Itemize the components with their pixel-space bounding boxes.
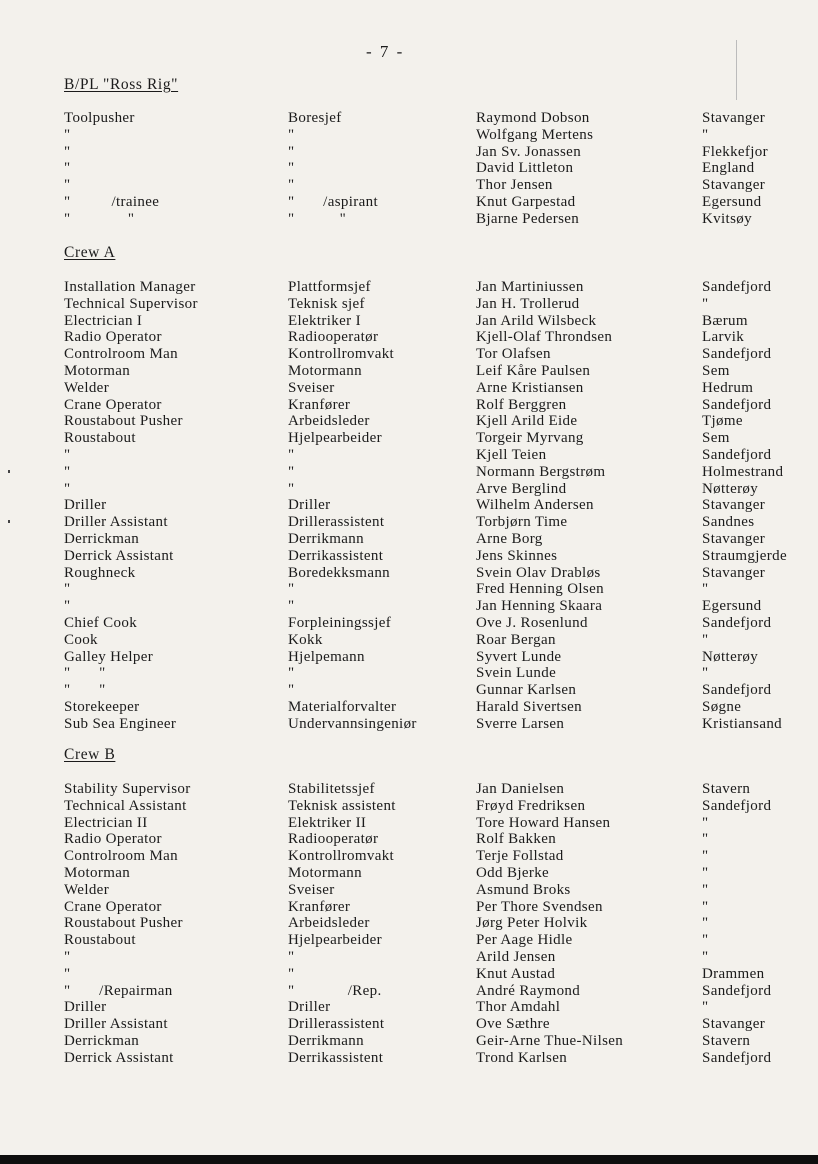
role-english: Derrick Assistant	[64, 547, 174, 564]
role-english: Motorman	[64, 864, 131, 881]
crew-a-section	[0, 279, 818, 733]
hometown: Sandefjord	[702, 797, 772, 814]
crew-row	[0, 699, 818, 716]
hometown: "	[702, 581, 709, 598]
role-english: Controlroom Man	[64, 346, 178, 363]
role-english: Roustabout	[64, 430, 136, 447]
role-norwegian: Radiooperatør	[288, 831, 379, 848]
crew-row	[0, 615, 818, 632]
person-name: Raymond Dobson	[476, 110, 590, 126]
hometown: Kvitsøy	[702, 210, 752, 227]
role-norwegian: Boredekksmann	[288, 564, 391, 581]
crew-row	[0, 430, 818, 447]
crew-b-section	[0, 781, 818, 1067]
hometown: Sem	[702, 430, 730, 447]
role-english: "	[64, 160, 71, 177]
person-name: Syvert Lunde	[476, 648, 562, 665]
role-english: Welder	[64, 379, 110, 396]
role-english: Derrickman	[64, 530, 140, 547]
role-english: Controlroom Man	[64, 848, 178, 865]
role-english: " "	[64, 210, 135, 227]
binding-mark	[8, 520, 10, 523]
hometown: Larvik	[702, 329, 745, 346]
role-english: Radio Operator	[64, 831, 162, 848]
crew-row	[0, 481, 818, 498]
crew-row	[0, 865, 818, 882]
crew-row	[0, 665, 818, 682]
role-english: "	[64, 948, 71, 965]
person-name: Sverre Larsen	[476, 715, 565, 732]
hometown: "	[702, 864, 709, 881]
role-english: Installation Manager	[64, 279, 196, 295]
person-name: Torgeir Myrvang	[476, 430, 584, 447]
person-name: Jan Arild Wilsbeck	[476, 312, 597, 329]
hometown: Straumgjerde	[702, 547, 788, 564]
crew-row	[0, 531, 818, 548]
role-english: "	[64, 446, 71, 463]
hometown: Drammen	[702, 965, 765, 982]
role-norwegian: Kranfører	[288, 396, 351, 413]
crew-row	[0, 716, 818, 733]
role-english: Sub Sea Engineer	[64, 715, 177, 732]
hometown: Stavanger	[702, 497, 766, 514]
role-norwegian: Radiooperatør	[288, 329, 379, 346]
hometown: Bærum	[702, 312, 748, 329]
role-english: "	[64, 581, 71, 598]
crew-row	[0, 1033, 818, 1050]
crew-row	[0, 464, 818, 481]
role-norwegian: Hjelpearbeider	[288, 430, 383, 447]
hometown: Egersund	[702, 193, 762, 210]
scan-edge	[0, 1155, 818, 1164]
hometown: "	[702, 295, 709, 312]
hometown: "	[702, 881, 709, 898]
person-name: Kjell-Olaf Throndsen	[476, 329, 613, 346]
person-name: Knut Austad	[476, 965, 556, 982]
role-english: Electrician II	[64, 814, 148, 831]
person-name: Jan Henning Skaara	[476, 598, 603, 615]
role-norwegian: Kokk	[288, 631, 323, 648]
person-name: Bjarne Pedersen	[476, 210, 580, 227]
person-name: Jørg Peter Holvik	[476, 915, 588, 932]
person-name: Arve Berglind	[476, 480, 567, 497]
crew-a-heading: Crew A	[64, 244, 116, 261]
crew-row	[0, 649, 818, 666]
role-norwegian: "	[288, 463, 295, 480]
role-english: "	[64, 177, 71, 194]
hometown: Sandefjord	[702, 614, 772, 631]
crew-row	[0, 882, 818, 899]
person-name: Fred Henning Olsen	[476, 581, 604, 598]
role-english: "	[64, 143, 71, 160]
person-name: Ove J. Rosenlund	[476, 614, 588, 631]
crew-row	[0, 329, 818, 346]
role-norwegian: Arbeidsleder	[288, 413, 370, 430]
person-name: Harald Sivertsen	[476, 698, 582, 715]
person-name: Jan H. Trollerud	[476, 295, 580, 312]
hometown: Nøtterøy	[702, 480, 759, 497]
role-norwegian: Teknisk sjef	[288, 295, 365, 312]
crew-row	[0, 831, 818, 848]
person-name: Geir-Arne Thue-Nilsen	[476, 1032, 624, 1049]
person-name: Arne Borg	[476, 530, 543, 547]
role-english: Roustabout Pusher	[64, 413, 183, 430]
hometown: Sandnes	[702, 514, 755, 531]
role-norwegian: "	[288, 598, 295, 615]
person-name: Trond Karlsen	[476, 1049, 568, 1066]
hometown: "	[702, 831, 709, 848]
role-norwegian: Undervannsingeniør	[288, 715, 417, 732]
role-english: Cook	[64, 631, 98, 648]
role-english: " /trainee	[64, 193, 160, 210]
role-norwegian: Kranfører	[288, 898, 351, 915]
role-norwegian: "	[288, 682, 295, 699]
crew-row	[0, 899, 818, 916]
person-name: Torbjørn Time	[476, 514, 568, 531]
crew-row	[0, 127, 818, 144]
person-name: Rolf Berggren	[476, 396, 567, 413]
role-norwegian: Sveiser	[288, 379, 335, 396]
hometown: "	[702, 126, 709, 143]
crew-row	[0, 177, 818, 194]
person-name: Jan Martiniussen	[476, 279, 584, 295]
crew-row	[0, 581, 818, 598]
crew-row	[0, 346, 818, 363]
role-norwegian: "	[288, 948, 295, 965]
hometown: "	[702, 665, 709, 682]
role-english: Driller Assistant	[64, 514, 168, 531]
role-english: Driller	[64, 999, 107, 1016]
role-norwegian: "	[288, 446, 295, 463]
person-name: Normann Bergstrøm	[476, 463, 606, 480]
role-norwegian: Stabilitetssjef	[288, 781, 375, 797]
role-english: Roughneck	[64, 564, 136, 581]
hometown: Stavanger	[702, 530, 766, 547]
crew-row	[0, 397, 818, 414]
role-english: "	[64, 480, 71, 497]
crew-row	[0, 983, 818, 1000]
person-name: Arne Kristiansen	[476, 379, 584, 396]
role-norwegian: Elektriker I	[288, 312, 361, 329]
crew-row	[0, 915, 818, 932]
hometown: Kristiansand	[702, 715, 783, 732]
platform-title: B/PL "Ross Rig"	[64, 76, 179, 93]
role-norwegian: Plattformsjef	[288, 279, 371, 295]
role-norwegian: Drillerassistent	[288, 1016, 385, 1033]
crew-row	[0, 565, 818, 582]
person-name: André Raymond	[476, 982, 581, 999]
role-norwegian: Derrikassistent	[288, 1049, 384, 1066]
role-norwegian: Driller	[288, 497, 331, 514]
person-name: Jan Sv. Jonassen	[476, 143, 582, 160]
role-english: Derrickman	[64, 1032, 140, 1049]
hometown: Stavern	[702, 781, 751, 797]
role-norwegian: " "	[288, 210, 347, 227]
person-name: Jan Danielsen	[476, 781, 565, 797]
hometown: "	[702, 915, 709, 932]
role-norwegian: Boresjef	[288, 110, 342, 126]
person-name: Svein Olav Drabløs	[476, 564, 601, 581]
toolpusher-section	[0, 110, 818, 228]
role-norwegian: "	[288, 143, 295, 160]
role-english: "	[64, 598, 71, 615]
role-norwegian: Driller	[288, 999, 331, 1016]
hometown: "	[702, 948, 709, 965]
person-name: Terje Follstad	[476, 848, 564, 865]
crew-row	[0, 110, 818, 127]
role-english: Technical Supervisor	[64, 295, 198, 312]
crew-row	[0, 949, 818, 966]
role-english: "	[64, 463, 71, 480]
role-english: Radio Operator	[64, 329, 162, 346]
role-norwegian: Sveiser	[288, 881, 335, 898]
crew-row	[0, 1050, 818, 1067]
person-name: Tor Olafsen	[476, 346, 551, 363]
role-norwegian: Motormann	[288, 864, 362, 881]
hometown: England	[702, 160, 755, 177]
role-english: Toolpusher	[64, 110, 135, 126]
role-norwegian: Kontrollromvakt	[288, 346, 395, 363]
role-english: Welder	[64, 881, 110, 898]
crew-row	[0, 999, 818, 1016]
role-english: Technical Assistant	[64, 797, 187, 814]
role-english: Storekeeper	[64, 698, 140, 715]
scan-line	[736, 40, 737, 100]
person-name: Kjell Teien	[476, 446, 547, 463]
hometown: Stavanger	[702, 1016, 766, 1033]
person-name: Jens Skinnes	[476, 547, 558, 564]
crew-row	[0, 211, 818, 228]
role-english: Chief Cook	[64, 614, 138, 631]
hometown: "	[702, 898, 709, 915]
person-name: Roar Bergan	[476, 631, 556, 648]
role-norwegian: "	[288, 177, 295, 194]
hometown: Flekkefjor	[702, 143, 768, 160]
crew-row	[0, 160, 818, 177]
role-norwegian: "	[288, 126, 295, 143]
person-name: Thor Amdahl	[476, 999, 561, 1016]
role-english: Stability Supervisor	[64, 781, 191, 797]
hometown: Sem	[702, 362, 730, 379]
role-norwegian: Motormann	[288, 362, 362, 379]
role-norwegian: Kontrollromvakt	[288, 848, 395, 865]
role-english: Electrician I	[64, 312, 143, 329]
role-english: Roustabout Pusher	[64, 915, 183, 932]
crew-row	[0, 279, 818, 296]
person-name: David Littleton	[476, 160, 574, 177]
hometown: Sandefjord	[702, 279, 772, 295]
hometown: Nøtterøy	[702, 648, 759, 665]
person-name: Frøyd Fredriksen	[476, 797, 586, 814]
role-norwegian: Derrikmann	[288, 1032, 364, 1049]
person-name: Asmund Broks	[476, 881, 571, 898]
role-english: Crane Operator	[64, 396, 162, 413]
person-name: Gunnar Karlsen	[476, 682, 577, 699]
crew-row	[0, 932, 818, 949]
role-norwegian: Derrikassistent	[288, 547, 384, 564]
hometown: Stavanger	[702, 110, 766, 126]
person-name: Odd Bjerke	[476, 864, 550, 881]
role-english: Driller	[64, 497, 107, 514]
person-name: Arild Jensen	[476, 948, 556, 965]
role-norwegian: "	[288, 480, 295, 497]
hometown: Stavern	[702, 1032, 751, 1049]
role-english: " /Repairman	[64, 982, 173, 999]
hometown: Sandefjord	[702, 682, 772, 699]
crew-row	[0, 848, 818, 865]
crew-row	[0, 144, 818, 161]
person-name: Knut Garpestad	[476, 193, 576, 210]
role-english: " "	[64, 665, 106, 682]
role-english: Derrick Assistant	[64, 1049, 174, 1066]
hometown: "	[702, 999, 709, 1016]
role-norwegian: Elektriker II	[288, 814, 367, 831]
hometown: Holmestrand	[702, 463, 784, 480]
role-english: "	[64, 126, 71, 143]
page-number: - 7 -	[366, 42, 405, 61]
role-norwegian: Drillerassistent	[288, 514, 385, 531]
role-norwegian: Materialforvalter	[288, 698, 397, 715]
hometown: Egersund	[702, 598, 762, 615]
binding-mark	[8, 470, 10, 473]
crew-row	[0, 632, 818, 649]
crew-row	[0, 514, 818, 531]
person-name: Rolf Bakken	[476, 831, 557, 848]
role-english: Roustabout	[64, 932, 136, 949]
role-english: Driller Assistant	[64, 1016, 168, 1033]
role-norwegian: "	[288, 581, 295, 598]
crew-row	[0, 598, 818, 615]
crew-row	[0, 194, 818, 211]
person-name: Per Aage Hidle	[476, 932, 573, 949]
hometown: Sandefjord	[702, 982, 772, 999]
crew-row	[0, 413, 818, 430]
role-norwegian: Derrikmann	[288, 530, 364, 547]
role-norwegian: "	[288, 160, 295, 177]
hometown: "	[702, 932, 709, 949]
hometown: Sandefjord	[702, 396, 772, 413]
role-norwegian: "	[288, 965, 295, 982]
role-norwegian: " /aspirant	[288, 193, 378, 210]
hometown: "	[702, 848, 709, 865]
hometown: Søgne	[702, 698, 742, 715]
crew-row	[0, 313, 818, 330]
crew-row	[0, 1016, 818, 1033]
crew-row	[0, 363, 818, 380]
crew-row	[0, 966, 818, 983]
person-name: Wilhelm Andersen	[476, 497, 594, 514]
person-name: Tore Howard Hansen	[476, 814, 611, 831]
role-norwegian: "	[288, 665, 295, 682]
crew-row	[0, 447, 818, 464]
hometown: Sandefjord	[702, 446, 772, 463]
hometown: "	[702, 631, 709, 648]
role-english: Motorman	[64, 362, 131, 379]
role-english: " "	[64, 682, 106, 699]
hometown: Sandefjord	[702, 346, 772, 363]
crew-row	[0, 781, 818, 798]
hometown: Hedrum	[702, 379, 754, 396]
hometown: Stavanger	[702, 564, 766, 581]
person-name: Ove Sæthre	[476, 1016, 550, 1033]
role-norwegian: " /Rep.	[288, 982, 382, 999]
role-english: Galley Helper	[64, 648, 154, 665]
crew-row	[0, 798, 818, 815]
crew-row	[0, 682, 818, 699]
role-norwegian: Arbeidsleder	[288, 915, 370, 932]
person-name: Leif Kåre Paulsen	[476, 362, 591, 379]
person-name: Wolfgang Mertens	[476, 126, 594, 143]
crew-row	[0, 497, 818, 514]
role-english: "	[64, 965, 71, 982]
role-norwegian: Teknisk assistent	[288, 797, 396, 814]
person-name: Per Thore Svendsen	[476, 898, 603, 915]
role-english: Crane Operator	[64, 898, 162, 915]
crew-row	[0, 296, 818, 313]
role-norwegian: Hjelpemann	[288, 648, 365, 665]
crew-row	[0, 380, 818, 397]
hometown: Stavanger	[702, 177, 766, 194]
hometown: Sandefjord	[702, 1049, 772, 1066]
person-name: Thor Jensen	[476, 177, 553, 194]
hometown: Tjøme	[702, 413, 743, 430]
person-name: Kjell Arild Eide	[476, 413, 578, 430]
crew-b-heading: Crew B	[64, 746, 116, 763]
crew-row	[0, 815, 818, 832]
role-norwegian: Forpleiningssjef	[288, 614, 392, 631]
role-norwegian: Hjelpearbeider	[288, 932, 383, 949]
person-name: Svein Lunde	[476, 665, 557, 682]
hometown: "	[702, 814, 709, 831]
crew-row	[0, 548, 818, 565]
